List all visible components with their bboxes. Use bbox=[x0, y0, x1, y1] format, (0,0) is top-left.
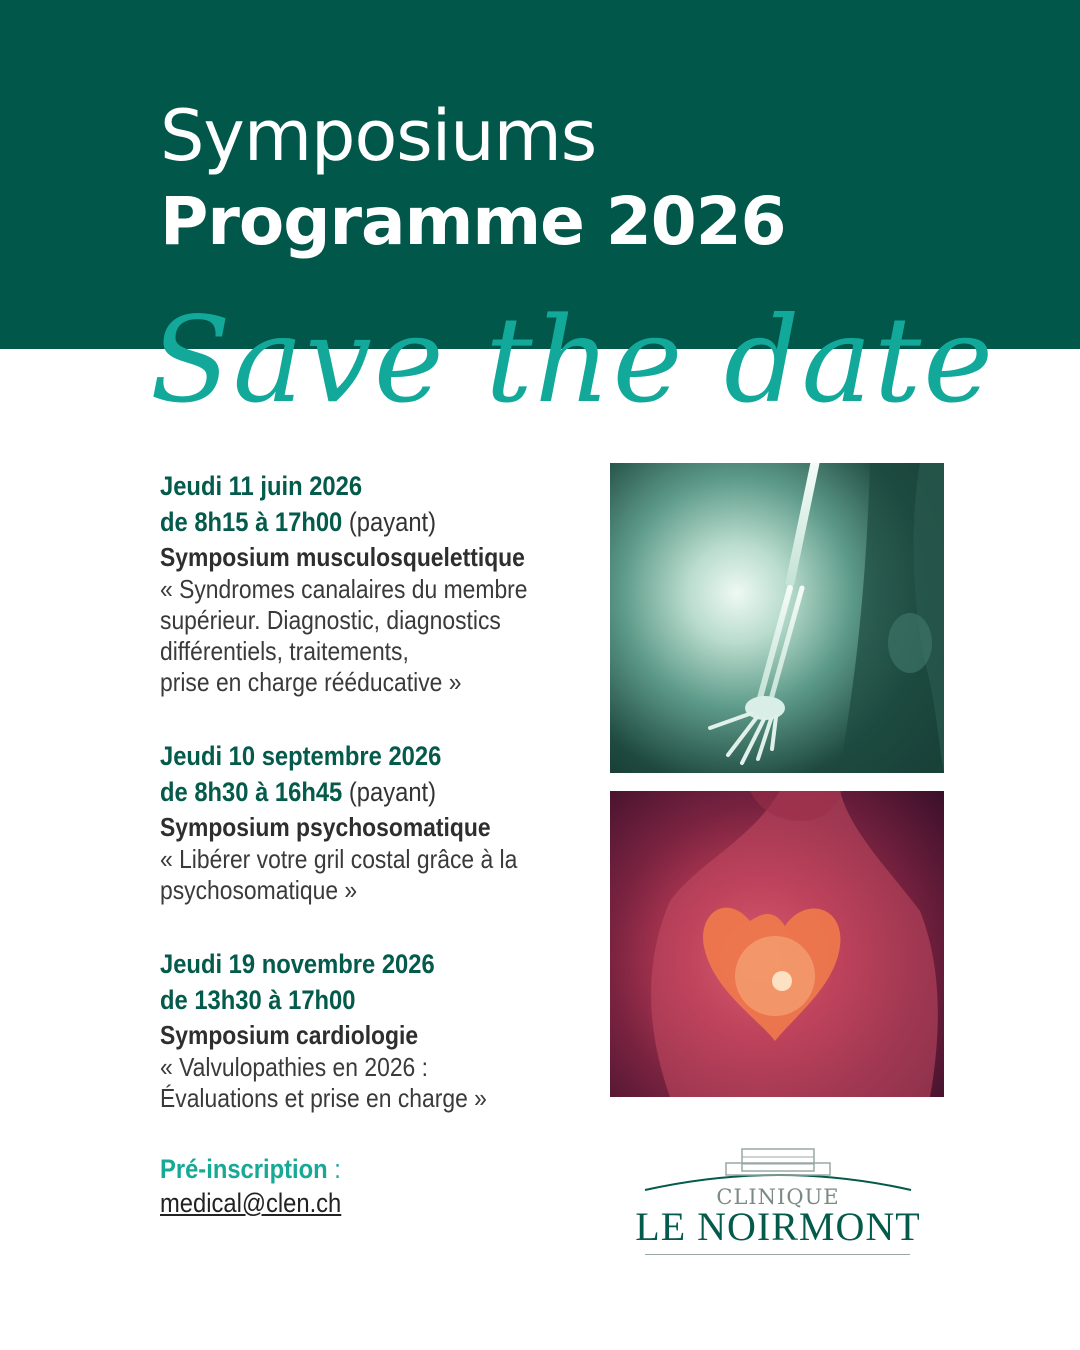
event-description: « Libérer votre gril costal grâce à la psychosomatique » bbox=[160, 844, 518, 905]
events-list bbox=[160, 468, 600, 1142]
xray-arm-icon bbox=[610, 463, 944, 773]
event-description: « Valvulopathies en 2026 : Évaluations et prise en charge » bbox=[160, 1052, 487, 1113]
event-time: de 8h30 à 16h45 bbox=[160, 777, 343, 807]
event-time: de 13h30 à 17h00 bbox=[160, 985, 356, 1015]
registration-email-link[interactable]: medical@clen.ch bbox=[160, 1188, 342, 1218]
event-name: Symposium psychosomatique bbox=[160, 812, 491, 842]
registration-colon: : bbox=[327, 1154, 341, 1184]
title-programme: Programme 2026 bbox=[160, 183, 786, 260]
skeleton-arm-xray-illustration bbox=[610, 463, 944, 773]
logo-clinique: CLINIQUE bbox=[716, 1185, 840, 1209]
event-date: Jeudi 11 juin 2026 bbox=[160, 471, 363, 501]
event-name: Symposium cardiologie bbox=[160, 1020, 419, 1050]
clinic-logo bbox=[630, 1145, 926, 1260]
event-time-row bbox=[160, 504, 547, 540]
logo-underline bbox=[645, 1254, 910, 1255]
event-time: de 8h15 à 17h00 bbox=[160, 507, 343, 537]
registration-block bbox=[160, 1152, 366, 1220]
event-item bbox=[160, 468, 600, 698]
event-date: Jeudi 19 novembre 2026 bbox=[160, 949, 435, 979]
registration-label-row bbox=[160, 1152, 341, 1186]
event-date: Jeudi 10 septembre 2026 bbox=[160, 741, 442, 771]
title-symposiums: Symposiums bbox=[160, 95, 597, 177]
event-time-row bbox=[160, 982, 547, 1018]
event-item bbox=[160, 738, 600, 906]
event-fee: (payant) bbox=[348, 507, 437, 537]
human-heart-chest-illustration bbox=[610, 791, 944, 1097]
heart-chest-icon bbox=[610, 791, 944, 1097]
event-time-row bbox=[160, 774, 547, 810]
event-name: Symposium musculosquelettique bbox=[160, 542, 525, 572]
registration-label: Pré-inscription bbox=[160, 1154, 328, 1184]
event-item bbox=[160, 946, 600, 1114]
logo-le-noirmont: LE NOIRMONT bbox=[635, 1204, 921, 1249]
event-fee: (payant) bbox=[348, 777, 437, 807]
save-the-date-tagline: Save the date bbox=[150, 291, 996, 429]
event-description: « Syndromes canalaires du membre supérieur. Diagnostic, diagnostics différentiels, traitements, prise en charge rééducative » bbox=[160, 574, 528, 697]
